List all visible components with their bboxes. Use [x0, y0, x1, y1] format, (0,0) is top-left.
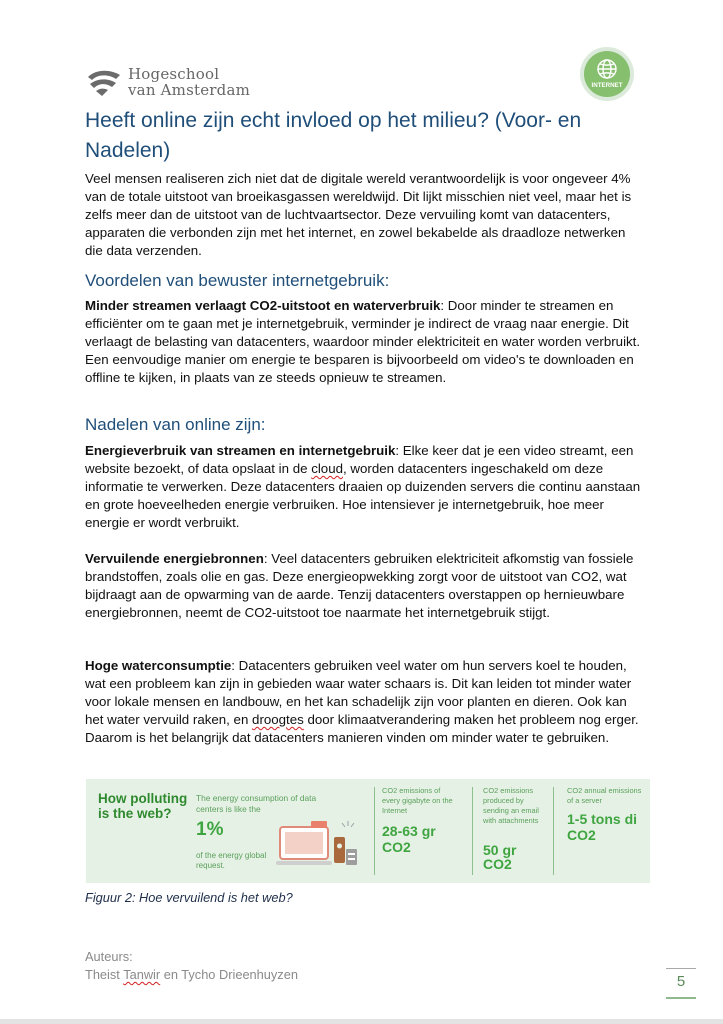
- internet-badge-icon: [579, 46, 635, 102]
- authors-names: [85, 966, 298, 984]
- heading-nadelen: Nadelen van online zijn:: [85, 415, 266, 434]
- spellcheck-word: droogtes: [252, 712, 304, 727]
- bold-lead: Minder streamen verlaagt CO2-uitstoot en waterverbruik: [85, 298, 441, 313]
- datacenter-illustration-icon: [272, 819, 360, 873]
- bold-lead: Hoge waterconsumptie: [85, 658, 232, 673]
- heading-voordelen: Voordelen van bewuster internetgebruik:: [85, 271, 390, 290]
- bottom-bar: [0, 1019, 723, 1024]
- infographic-divider: [553, 787, 554, 875]
- spellcheck-word: Tanwir: [123, 967, 161, 982]
- figure-caption: Figuur 2: Hoe vervuilend is het web?: [85, 890, 293, 905]
- bold-lead: Vervuilende energiebronnen: [85, 551, 264, 566]
- paragraph-nadelen-3: [85, 657, 641, 747]
- hva-logo: [86, 64, 250, 100]
- gigabyte-value: 28-63 gr CO2: [382, 823, 436, 855]
- infographic-divider: [374, 787, 375, 875]
- paragraph-nadelen-2: [85, 550, 641, 622]
- paragraph-text: : Datacenters gebruiken veel water om hun servers koel te houden, wat een probleem kan zijn in gebieden waar water schaars is. Dit kan leiden tot minder water voor lokale mensen en landbouw, en het kan schadelijk zijn voor planten en dieren. Ook kan het water vervuild raken, en: [85, 658, 632, 727]
- energy-value: 1%: [196, 819, 224, 840]
- logo-line-2: van Amsterdam: [128, 81, 251, 99]
- paragraph-text: : Elke keer dat je een video streamt, een website bezoekt, of data opslaat in de: [85, 443, 634, 476]
- energy-label: The energy consumption of data centers is like the: [196, 793, 317, 814]
- paragraph-text: : Veel datacenters gebruiken elektriciteit afkomstig van fossiele brandstoffen, zoals olie en gas. Deze energieopwekking zorgt voor de uitstoot van CO2, wat bijdraagt aan de opwarming van de aarde. Tenzij datacenters overstappen op hernieuwbare energiebronnen, neemt de CO2-uitstoot toe naarmate het internetgebruik stijgt.: [85, 551, 634, 620]
- authors-label: Auteurs:: [85, 949, 133, 964]
- email-value: 50 gr CO2: [483, 842, 517, 872]
- infographic-divider: [472, 787, 473, 875]
- gigabyte-label: CO2 emissions of every gigabyte on the Internet: [382, 786, 453, 815]
- paragraph-text: , worden datacenters ingeschakeld om deze informatie te verwerken. Deze datacenters draaien op duizenden servers die continu aanstaan en grote hoeveelheden energie verbruiken. Hoe intensiever je internetgebruik, hoe meer energie er wordt verbruikt.: [85, 461, 641, 530]
- authors: [85, 948, 298, 984]
- logo-wordmark: [128, 66, 250, 98]
- page-number: 5: [666, 968, 696, 999]
- paragraph-voordelen-1: [85, 297, 641, 387]
- paragraph-text: : Door minder te streamen en efficiënter om te gaan met je internetgebruik, verminder je indirect de vraag naar energie. Dit verlaagt de belasting van datacenters, waardoor minder elektriciteit en water worden verbruikt. Een eenvoudige manier om energie te besparen is bijvoorbeeld om video's te downloaden en offline te kijken, in plaats van ze steeds opnieuw te streamen.: [85, 298, 641, 385]
- infographic-heading: How polluting is the web?: [98, 791, 188, 821]
- logo-line-1: Hogeschool: [128, 65, 220, 83]
- spellcheck-word: cloud: [311, 461, 343, 476]
- server-value: 1-5 tons di CO2: [567, 811, 638, 843]
- bold-lead: Energieverbruik van streamen en internetgebruik: [85, 443, 396, 458]
- hva-logo-icon: [86, 67, 122, 97]
- author-text: en Tycho Drieenhuyzen: [160, 967, 298, 982]
- intro-paragraph: Veel mensen realiseren zich niet dat de digitale wereld verantwoordelijk is voor ongeveer 4% van de totale uitstoot van broeikasgassen wereldwijd. Dit lijkt misschien niet veel, maar het is zelfs meer dan de uitstoot van de luchtvaartsector. Deze vervuiling komt van datacenters, apparaten die verbonden zijn met het internet, en zowel bekabelde als draadloze netwerken die data verzenden.: [85, 171, 632, 258]
- email-label: CO2 emissions produced by sending an email with attachments: [483, 786, 539, 825]
- badge-label: INTERNET: [591, 82, 623, 89]
- energy-sublabel: of the energy global request.: [196, 851, 267, 870]
- paragraph-text: door klimaatverandering maken het probleem nog erger. Daarom is het belangrijk dat datacenters manieren vinden om minder water te gebruiken.: [85, 712, 639, 745]
- server-label: CO2 annual emissions of a server: [567, 786, 642, 805]
- author-text: Theist: [85, 967, 124, 982]
- infographic-web-pollution: [86, 779, 650, 883]
- page-title: Heeft online zijn echt invloed op het milieu? (Voor- en Nadelen): [85, 109, 582, 162]
- paragraph-nadelen-1: [85, 442, 641, 532]
